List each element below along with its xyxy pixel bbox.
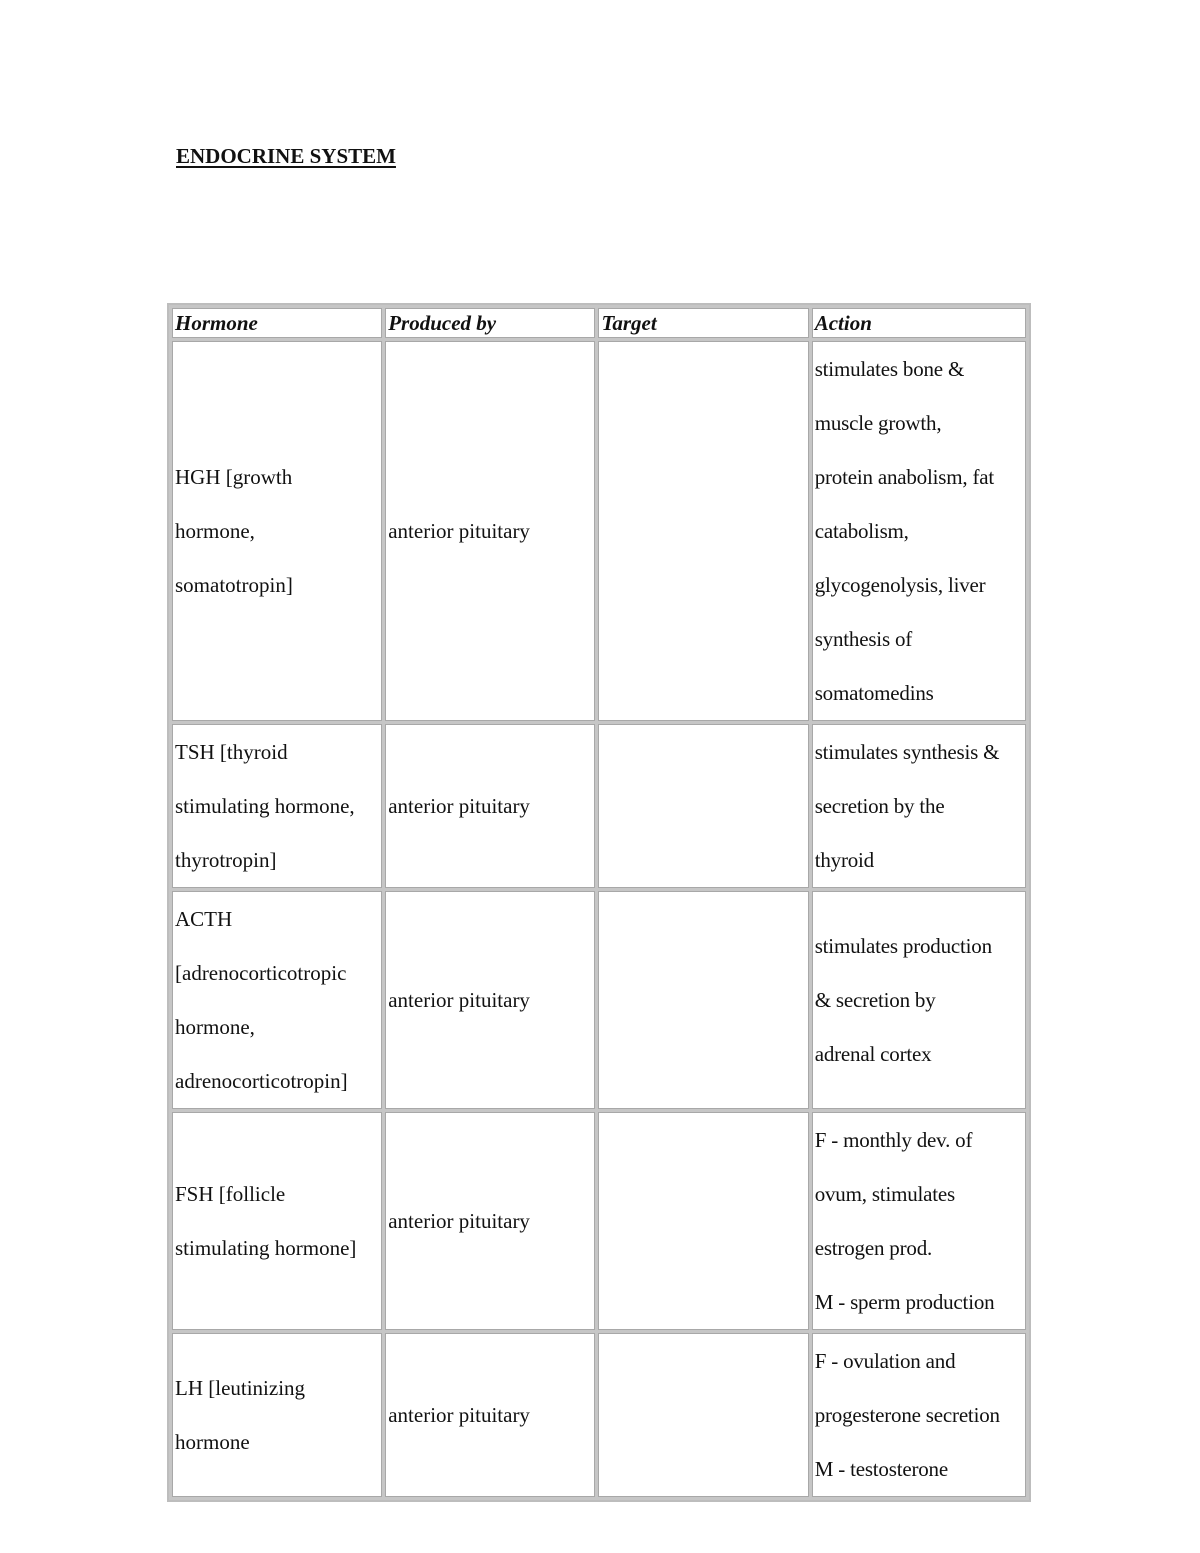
action-text: stimulates bone & muscle growth, protein anabolism, fat catabolism, glycogenolysis, liver synthesis of somatomedins bbox=[814, 357, 995, 705]
hormone-text: FSH [follicle stimulating hormone] bbox=[175, 1182, 357, 1260]
action-cell bbox=[812, 1333, 1026, 1497]
header-action: Action bbox=[812, 308, 1026, 338]
produced-by-cell bbox=[385, 1112, 595, 1330]
target-cell bbox=[598, 891, 808, 1109]
action-cell bbox=[812, 891, 1026, 1109]
action-cell bbox=[812, 1112, 1026, 1330]
table-row bbox=[172, 724, 1026, 888]
produced-by-cell bbox=[385, 891, 595, 1109]
action-text: F - ovulation and progesterone secretion M - testosterone bbox=[814, 1349, 1000, 1481]
target-cell bbox=[598, 1333, 808, 1497]
produced-by-text: anterior pituitary bbox=[388, 988, 530, 1012]
target-cell bbox=[598, 1112, 808, 1330]
hormone-cell bbox=[172, 724, 382, 888]
table-header-row bbox=[172, 308, 1026, 338]
table-row bbox=[172, 341, 1026, 721]
action-cell bbox=[812, 341, 1026, 721]
hormone-text: ACTH [adrenocorticotropic hormone, adrenocorticotropin] bbox=[175, 907, 348, 1093]
action-text: stimulates production & secretion by adrenal cortex bbox=[814, 934, 992, 1066]
produced-by-text: anterior pituitary bbox=[388, 794, 530, 818]
action-text: F - monthly dev. of ovum, stimulates estrogen prod. M - sperm production bbox=[814, 1128, 995, 1314]
document-title: ENDOCRINE SYSTEM bbox=[176, 144, 396, 168]
hormone-cell bbox=[172, 341, 382, 721]
produced-by-text: anterior pituitary bbox=[388, 1403, 530, 1427]
table-row bbox=[172, 1112, 1026, 1330]
target-cell bbox=[598, 724, 808, 888]
hormone-text: LH [leutinizing hormone bbox=[175, 1376, 306, 1454]
action-cell bbox=[812, 724, 1026, 888]
hormone-cell bbox=[172, 891, 382, 1109]
hormone-cell bbox=[172, 1112, 382, 1330]
hormone-text: TSH [thyroid stimulating hormone, thyrotropin] bbox=[175, 740, 355, 872]
header-hormone: Hormone bbox=[172, 308, 382, 338]
hormone-text: HGH [growth hormone, somatotropin] bbox=[175, 465, 293, 597]
target-cell bbox=[598, 341, 808, 721]
produced-by-text: anterior pituitary bbox=[388, 519, 530, 543]
action-text: stimulates synthesis & secretion by the thyroid bbox=[814, 740, 1000, 872]
produced-by-cell bbox=[385, 341, 595, 721]
hormone-cell bbox=[172, 1333, 382, 1497]
produced-by-text: anterior pituitary bbox=[388, 1209, 530, 1233]
table-row bbox=[172, 1333, 1026, 1497]
table-row bbox=[172, 891, 1026, 1109]
produced-by-cell bbox=[385, 1333, 595, 1497]
header-produced-by: Produced by bbox=[385, 308, 595, 338]
hormone-table bbox=[167, 303, 1031, 1502]
produced-by-cell bbox=[385, 724, 595, 888]
header-target: Target bbox=[598, 308, 808, 338]
